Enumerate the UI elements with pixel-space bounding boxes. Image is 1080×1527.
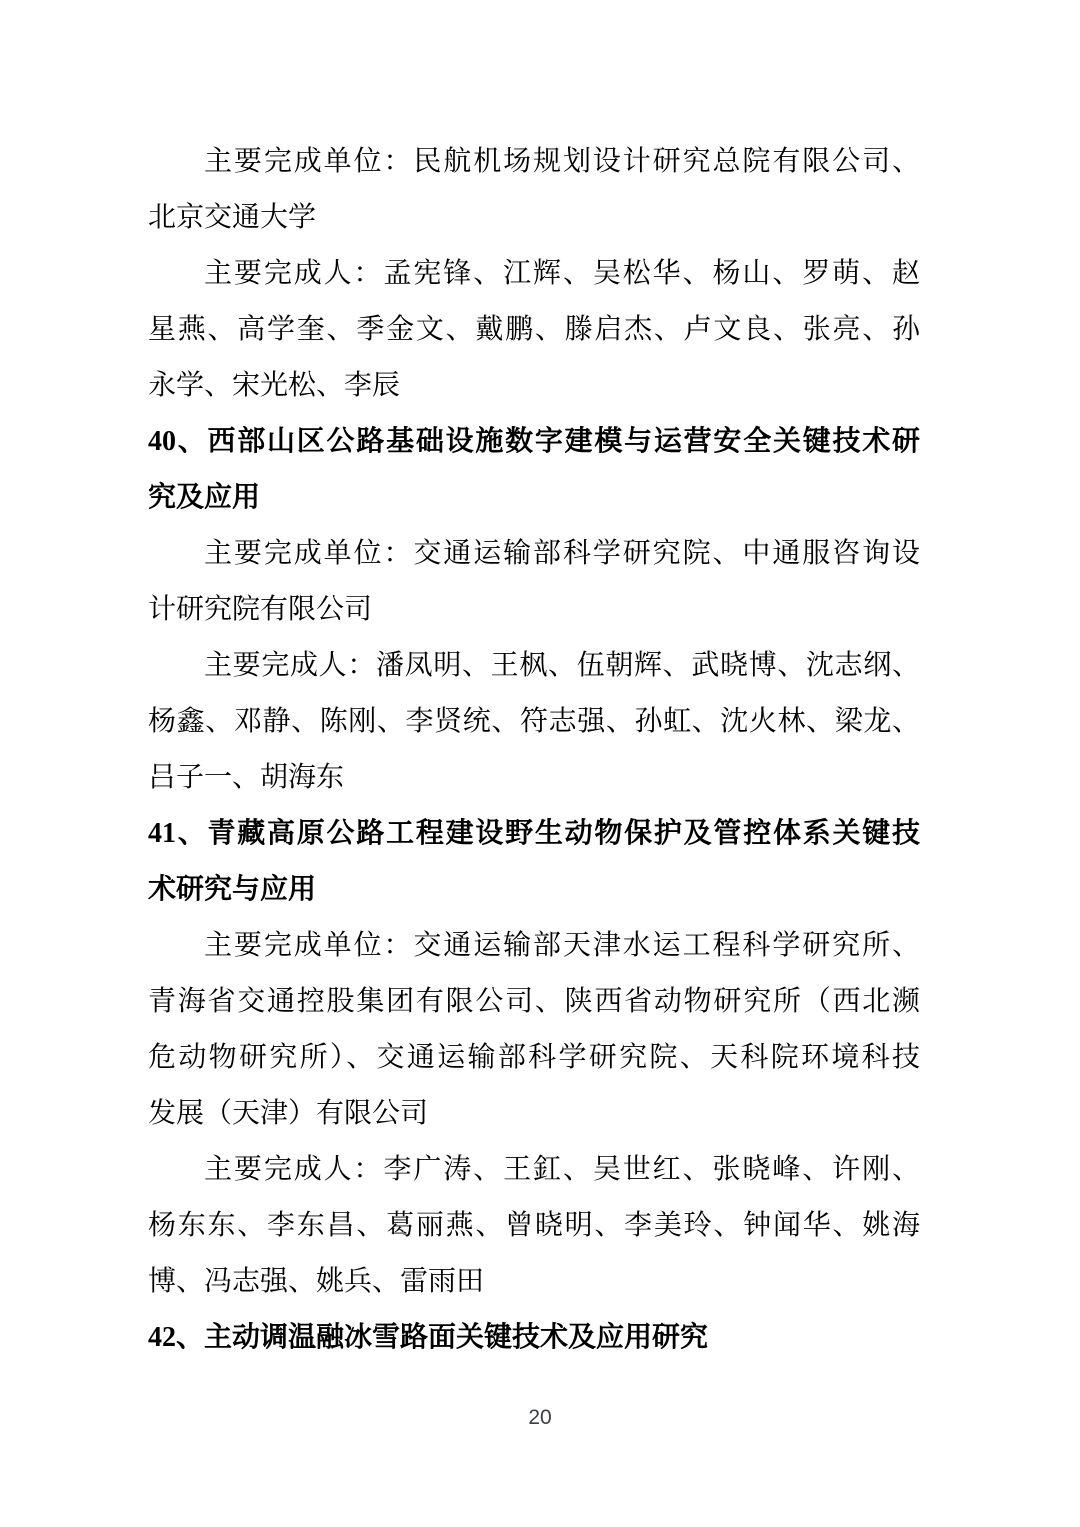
completing-persons-line: 吕子一、胡海东: [148, 762, 345, 793]
completing-units-line: 主要完成单位：交通运输部天津水运工程科学研究所、: [204, 930, 920, 961]
completing-persons-line: 杨东东、李东昌、葛丽燕、曾晓明、李美玲、钟闻华、姚海: [148, 1210, 920, 1241]
completing-units-line: 主要完成单位：民航机场规划设计研究总院有限公司、: [204, 146, 920, 177]
page-number: 20: [528, 1406, 552, 1429]
completing-persons-line: 星燕、高学奎、季金文、戴鹏、滕启杰、卢文良、张亮、孙: [148, 314, 920, 345]
completing-units-line: 北京交通大学: [148, 202, 317, 233]
completing-persons-line: 博、冯志强、姚兵、雷雨田: [148, 1266, 485, 1297]
completing-units-line: 发展（天津）有限公司: [148, 1098, 429, 1129]
completing-units-line: 计研究院有限公司: [148, 594, 373, 625]
completing-persons-line: 杨鑫、邓静、陈刚、李贤统、符志强、孙虹、沈火林、梁龙、: [148, 706, 920, 737]
completing-units-line: 青海省交通控股集团有限公司、陕西省动物研究所（西北濒: [148, 986, 920, 1017]
completing-persons-line: 主要完成人：李广涛、王釭、吴世红、张晓峰、许刚、: [204, 1154, 920, 1185]
section-41-title-line: 术研究与应用: [148, 874, 317, 905]
completing-units-line: 危动物研究所）、交通运输部科学研究院、天科院环境科技: [148, 1042, 920, 1073]
section-42-title-line: 42、主动调温融冰雪路面关键技术及应用研究: [148, 1322, 709, 1353]
completing-persons-line: 主要完成人：潘凤明、王枫、伍朝辉、武晓博、沈志纲、: [204, 650, 920, 681]
section-40-title-line: 究及应用: [148, 482, 261, 513]
completing-units-line: 主要完成单位：交通运输部科学研究院、中通服咨询设: [204, 538, 920, 569]
document-page: [148, 134, 920, 1366]
section-41-title-line: 41、青藏高原公路工程建设野生动物保护及管控体系关键技: [148, 818, 920, 849]
section-40-title-line: 40、西部山区公路基础设施数字建模与运营安全关键技术研: [148, 426, 920, 457]
completing-persons-line: 永学、宋光松、李辰: [148, 370, 401, 401]
completing-persons-line: 主要完成人：孟宪锋、江辉、吴松华、杨山、罗萌、赵: [204, 258, 920, 289]
